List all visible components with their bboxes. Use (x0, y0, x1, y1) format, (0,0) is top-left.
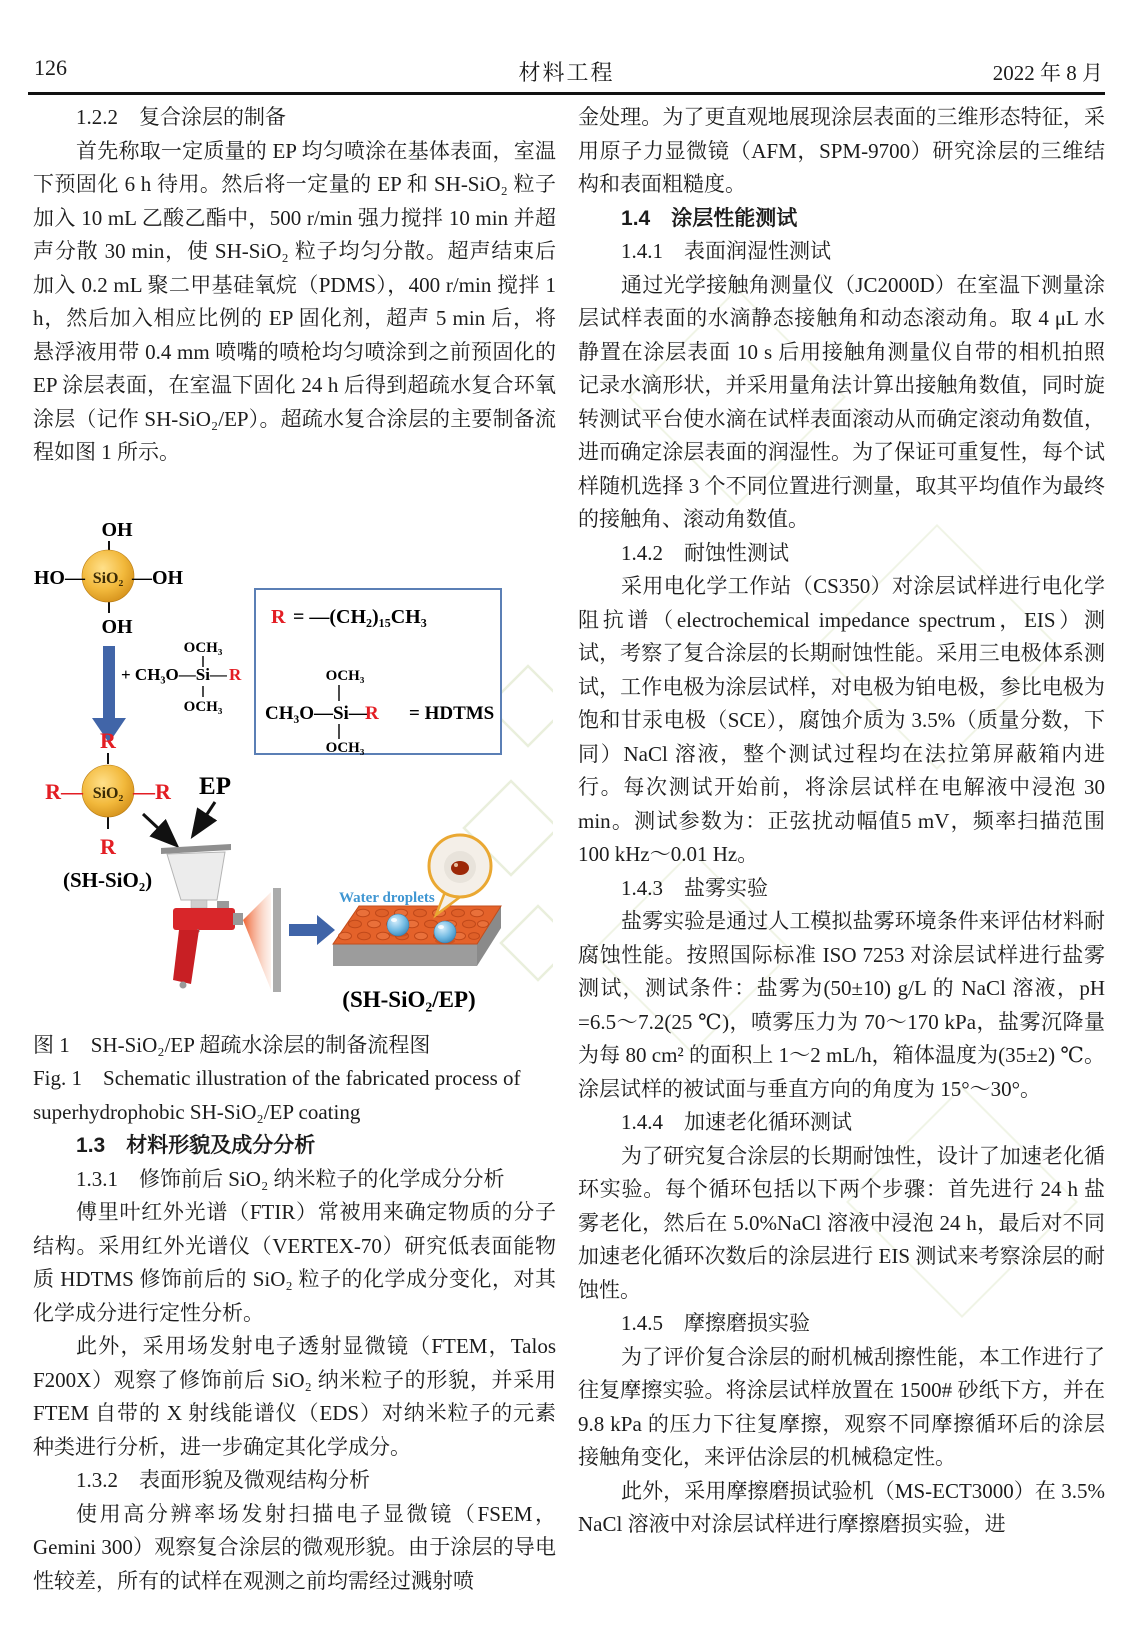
silane-reagent (121, 640, 242, 715)
left-column (33, 101, 556, 1598)
legend-hdtms: = HDTMS (409, 702, 495, 724)
hydroxyl-label-top: OH (101, 518, 133, 541)
magnifier-callout (429, 835, 491, 915)
figure1-caption-en (33, 1062, 556, 1129)
r-group-left: R— (45, 778, 83, 804)
issue-date: 2022 年 8 月 (992, 61, 1103, 85)
legend-chain: CH₃O—Si— (265, 702, 368, 724)
r-group-bottom: R (100, 833, 116, 859)
sio2-label: SiO₂ (92, 569, 124, 587)
water-droplet (434, 921, 456, 943)
paragraph-aging: 为了研究复合涂层的长期耐蚀性，设计了加速老化循环实验。每个循环包括以下两个步骤：首先进行 24 h 盐雾老化，然后在 5.0%NaCl 溶液中浸泡 24 h，最后对不同加速老化循环次数后的涂层进行 EIS 测试来考察涂层的耐蚀性。 (578, 1143, 1105, 1302)
legend-r-symbol: R (271, 605, 286, 628)
methoxy-label-bottom: OCH₃ (325, 739, 365, 756)
paragraph-coating-preparation: 首先称取一定质量的 EP 均匀喷涂在基体表面，室温下预固化 6 h 待用。然后将一定量的 EP 和 SH-SiO₂ 粒子加入 10 mL 乙酸乙酯中，500 r/min 强力搅拌 10 min 并超声分散 30 min，使 SH-SiO₂ 粒子均匀分散。超声结束后加入 0.2 mL 聚二甲基硅氧烷（PDMS），400 r/min 搅拌 1 h，然后加入相应比例的 EP 固化剂，超声 5 min 后，将悬浮液用带 0.4 mm 喷嘴的喷枪均匀喷涂到之前预固化的 EP 涂层表面，在室温下固化 24 h 后得到超疏水复合环氧涂层（记作 SH-SiO₂/EP）。超疏水复合涂层的主要制备流程如图 1 所示。 (33, 138, 556, 464)
sh-sio2-ep-label: (SH-SiO₂/EP) (342, 986, 476, 1012)
paragraph-salt-spray: 盐雾实验是通过人工模拟盐雾环境条件来评估材料耐腐蚀性能。按照国际标准 ISO 7253 对涂层试样进行盐雾测试，测试条件：盐雾为(50±10) g/L 的 NaCl 溶液，pH =6.5～7.2(25 ℃)，喷雾压力为 70～170 kPa，盐雾沉降量为每 80 cm² 的面积上 1～2 mL/h，箱体温度为(35±2) ℃。涂层试样的被试面与垂直方向的角度为 15°～30°。 (578, 909, 1105, 1101)
heading-1-2-2: 1.2.2 复合涂层的制备 (76, 105, 287, 129)
paragraph-ftir: 傅里叶红外光谱（FTIR）常被用来确定物质的分子结构。采用红外光谱仪（VERTEX-70）研究低表面能物质 HDTMS 修饰前后的 SiO₂ 粒子的化学成分变化，对其化学成分进行定性分析。 (33, 1200, 556, 1325)
paragraph-wettability: 通过光学接触角测量仪（JC2000D）在室温下测量涂层试样表面的水滴静态接触角和动态滚动角。取 4 μL 水静置在涂层表面 10 s 后用接触角测量仪自带的相机拍照记录水滴形状，并采用量角法计算出接触角数值，同时旋转测试平台使水滴在试样表面滚动从而确定滚动角数值，进而确定涂层表面的润湿性。为了保证可重复性，每个试样随机选择 3 个不同位置进行测量，取其平均值作为最终的接触角、滚动角数值。 (578, 272, 1105, 531)
figure1-caption-zh: 图 1 SH-SiO₂/EP 超疏水涂层的制备流程图 (33, 1032, 431, 1057)
arrow-particle-to-gun (143, 814, 175, 844)
header-rule (28, 92, 1105, 95)
heading-1-4: 1.4 涂层性能测试 (621, 206, 798, 230)
sh-sio2-label: (SH-SiO₂) (63, 867, 153, 892)
journal-title: 材料工程 (518, 60, 615, 85)
legend-box-hdtms (255, 589, 501, 756)
methoxy-label-bottom: OCH₃ (183, 698, 223, 715)
magnified-droplet (451, 861, 469, 875)
legend-chain-r: R (365, 702, 379, 724)
heading-1-4-2: 1.4.2 耐蚀性测试 (621, 540, 790, 565)
paragraph-wear: 此外，采用摩擦磨损试验机（MS-ECT3000）在 3.5% NaCl 溶液中对涂层试样进行摩擦磨损实验，进 (578, 1478, 1105, 1536)
r-group-top: R (100, 727, 116, 753)
figure1-schematic (33, 496, 556, 1019)
hydroxyl-label-right: —OH (132, 566, 184, 589)
silane-r-group: R (229, 664, 242, 684)
legend-r-definition: = —(CH₂)₁₅CH₃ (293, 605, 427, 628)
figure1-caption-en-line2: superhydrophobic SH-SiO₂/EP coating (33, 1099, 361, 1124)
hydroxyl-label-left: HO— (33, 566, 85, 589)
heading-1-3-1: 1.3.1 修饰前后 SiO₂ 纳米粒子的化学成分分析 (76, 1166, 505, 1191)
heading-1-3: 1.3 材料形貌及成分分析 (76, 1134, 316, 1157)
methoxy-label-top: OCH₃ (183, 639, 223, 656)
heading-1-4-1: 1.4.1 表面润湿性测试 (621, 239, 832, 263)
water-droplet (387, 914, 409, 936)
heading-1-4-5: 1.4.5 摩擦磨损实验 (621, 1311, 811, 1335)
r-group-right: —R (133, 778, 171, 804)
silica-particle-bare (34, 519, 184, 638)
methoxy-label-top: OCH₃ (325, 667, 365, 684)
figure1-caption-en-line1: Fig. 1 Schematic illustration of the fabricated process of (33, 1066, 521, 1090)
substrate-plate (273, 888, 281, 992)
paragraph-fsem: 使用高分辨率场发射扫描电子显微镜（FSEM，Gemini 300）观察复合涂层的微观形貌。由于涂层的导电性较差，所有的试样在观测之前均需经过溅射喷 (33, 1501, 556, 1593)
spray-cone (243, 892, 271, 990)
silane-formula: + CH₃O—Si— (121, 664, 227, 684)
right-column (578, 101, 1105, 1542)
heading-1-3-2: 1.3.2 表面形貌及微观结构分析 (76, 1468, 371, 1492)
sio2-label: SiO₂ (92, 784, 124, 802)
paragraph-corrosion: 采用电化学工作站（CS350）对涂层试样进行电化学阻抗谱（electrochemical impedance spectrum，EIS）测试，考察了复合涂层的长期耐蚀性能。采用三电极体系测试，工作电极为涂层试样，对电极为铂电极，参比电极为饱和甘汞电极（SCE），腐蚀介质为 3.5%（质量分数，下同）NaCl 溶液，整个测试过程均在法拉第屏蔽箱内进行。每次测试开始前，将涂层试样在电解液中浸泡 30 min。测试参数为：正弦扰动幅值5 mV，频率扫描范围 100 kHz～0.01 Hz。 (578, 574, 1105, 866)
hydroxyl-label-bottom: OH (101, 615, 133, 638)
ep-label: EP (199, 772, 231, 800)
arrow-ep-to-gun (194, 802, 215, 834)
heading-1-4-4: 1.4.4 加速老化循环测试 (621, 1110, 853, 1134)
silica-particle-modified (45, 728, 172, 892)
paragraph-ftem: 此外，采用场发射电子透射显微镜（FTEM，Talos F200X）观察了修饰前后 SiO₂ 纳米粒子的形貌，并采用 FTEM 自带的 X 射线能谱仪（EDS）对纳米粒子的元素种类进行分析，进一步确定其化学成分。 (33, 1334, 556, 1459)
spray-gun (161, 844, 243, 989)
page-number: 126 (34, 55, 67, 80)
water-droplets-label: Water droplets (339, 889, 435, 906)
paragraph-sputter-continuation: 金处理。为了更直观地展现涂层表面的三维形态特征，采用原子力显微镜（AFM，SPM-9700）研究涂层的三维结构和表面粗糙度。 (578, 105, 1105, 196)
heading-1-4-3: 1.4.3 盐雾实验 (621, 875, 769, 900)
process-arrow (289, 915, 335, 945)
paragraph-friction: 为了评价复合涂层的耐机械刮擦性能，本工作进行了往复摩擦实验。将涂层试样放置在 1500# 砂纸下方，并在 9.8 kPa 的压力下往复摩擦，观察不同摩擦循环后的涂层接触角变化，来评估涂层的机械稳定性。 (578, 1344, 1105, 1469)
figure1-drawing (33, 496, 553, 1014)
coating-surface (333, 906, 501, 966)
